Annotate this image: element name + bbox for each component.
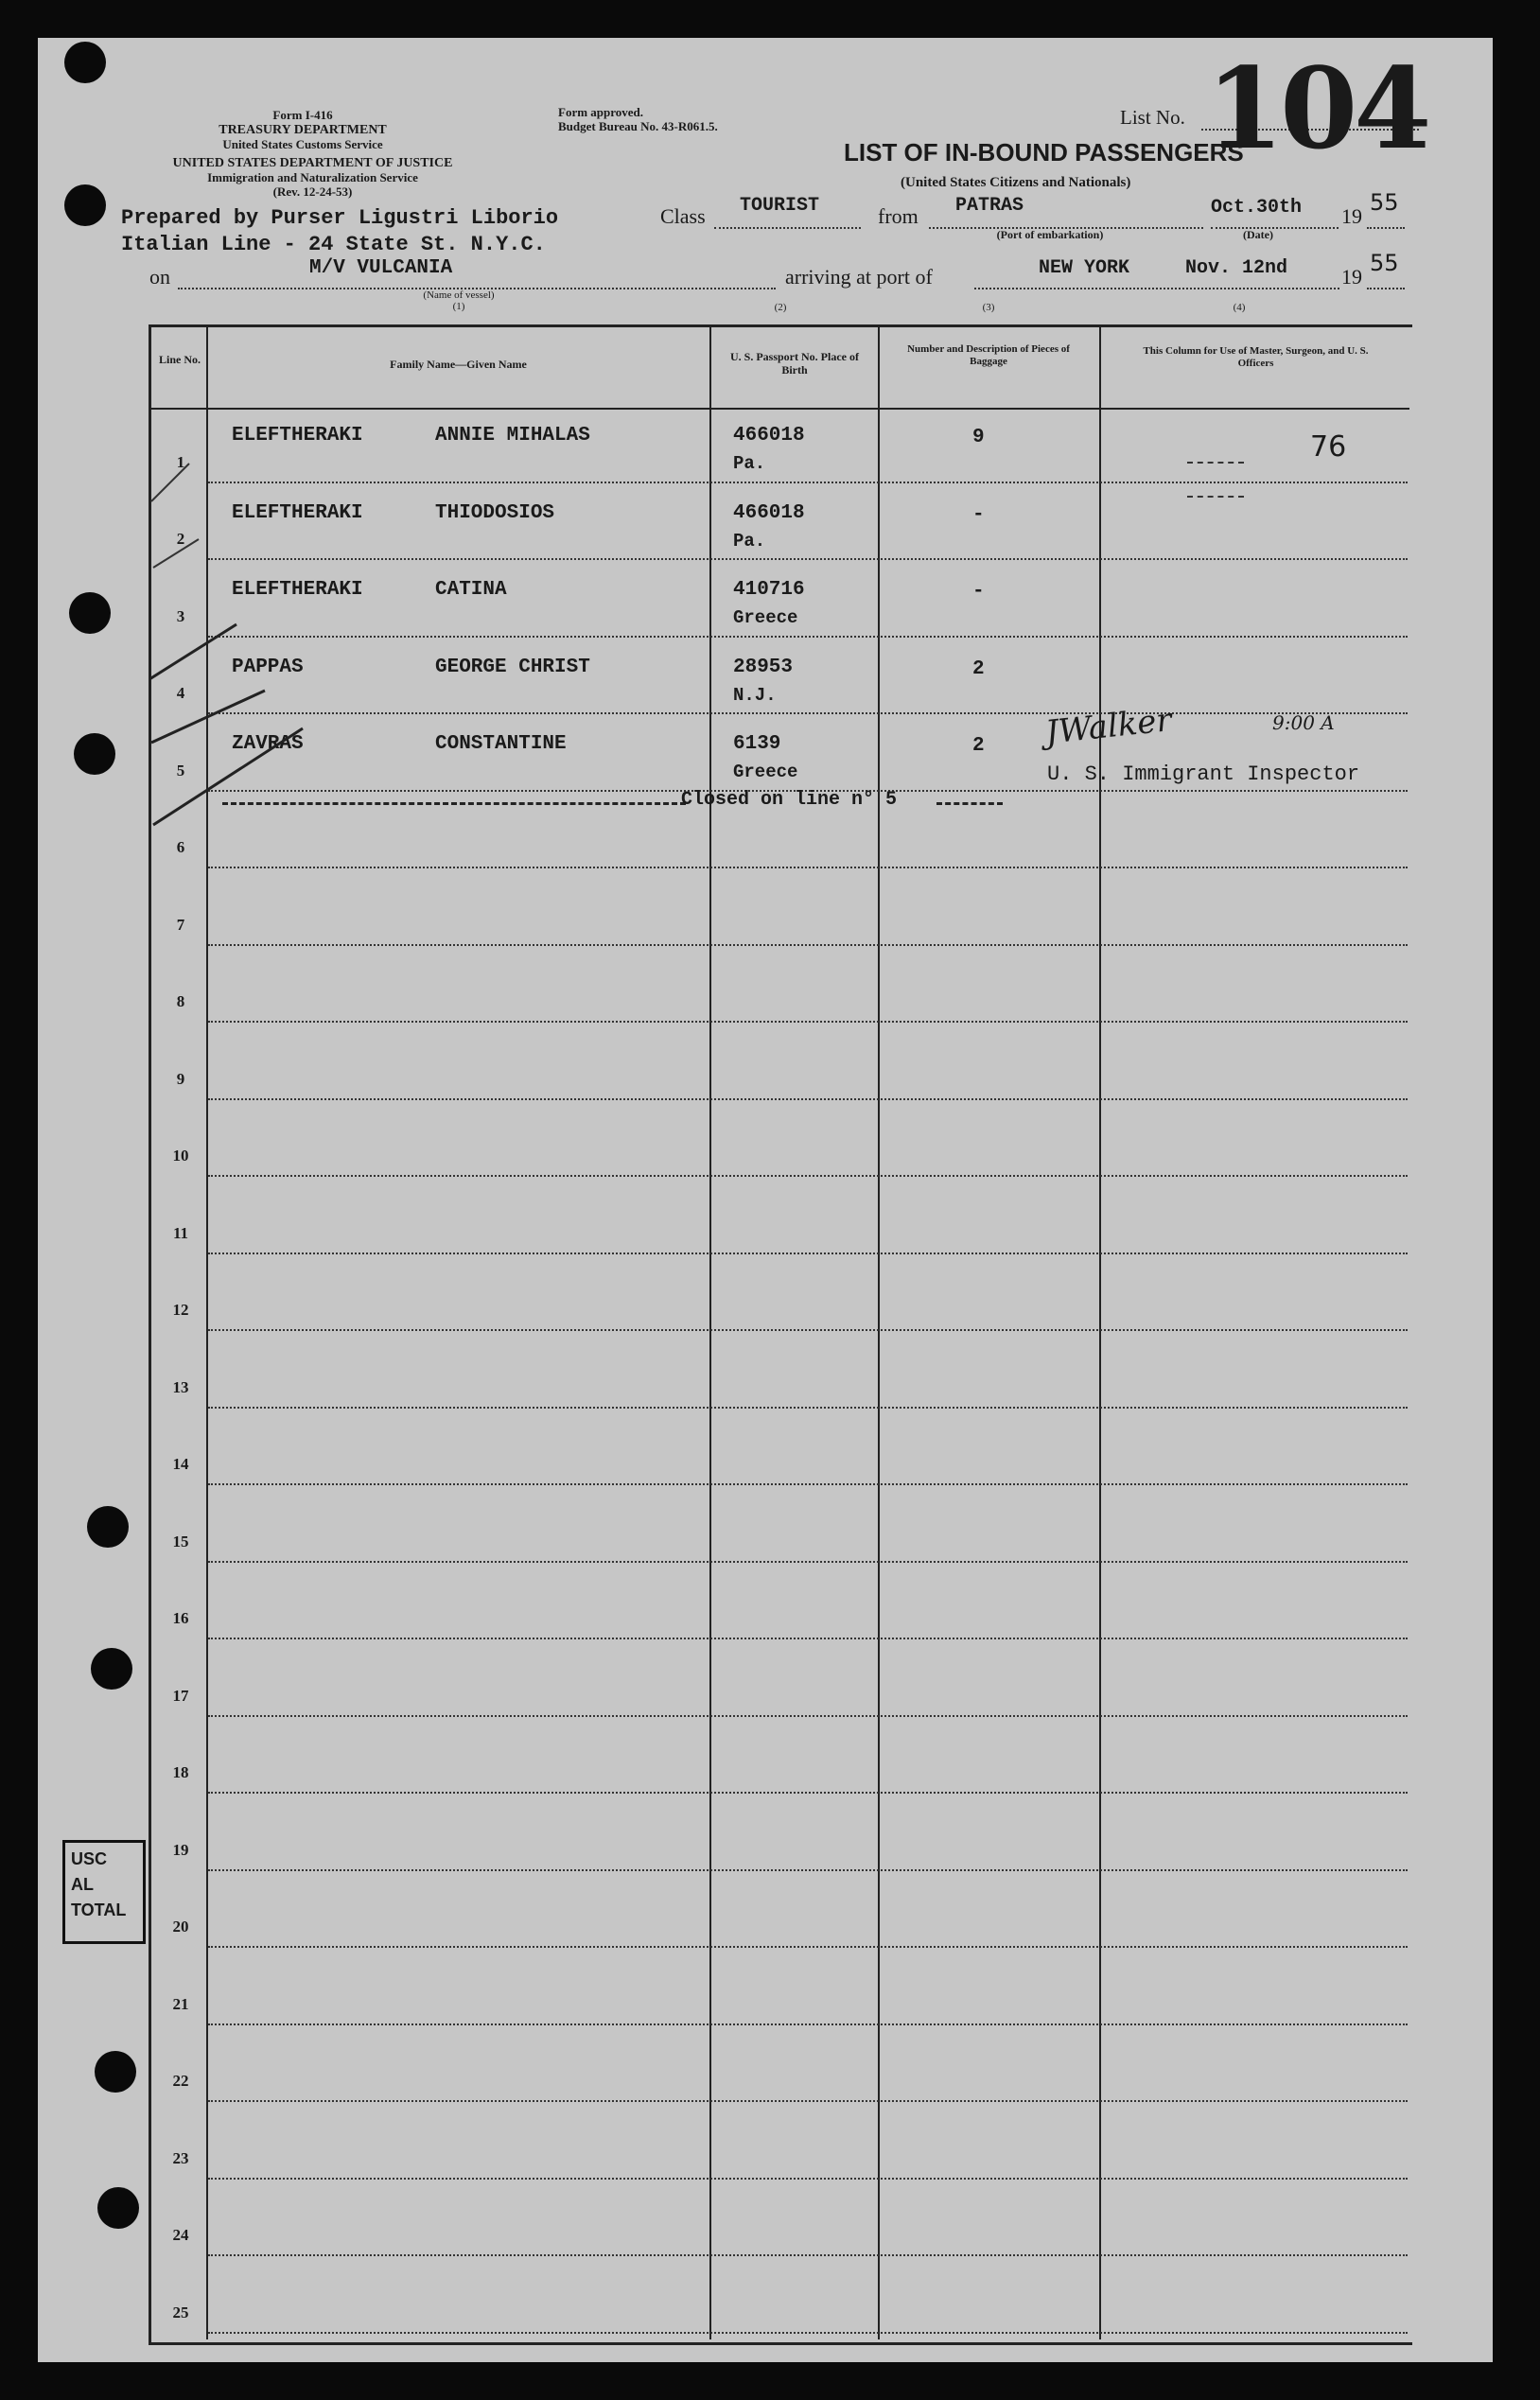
row-rule xyxy=(208,2254,1408,2256)
row-rule xyxy=(208,2100,1408,2102)
column-divider xyxy=(878,324,880,2339)
row-rule xyxy=(208,1407,1408,1409)
given-name: CONSTANTINE xyxy=(435,733,567,755)
row-rule xyxy=(208,944,1408,946)
officer-note: 76 xyxy=(1310,430,1347,464)
line-number: 20 xyxy=(172,1918,189,1936)
line-number: 4 xyxy=(176,684,185,702)
line-number: 1 xyxy=(176,452,185,471)
line-number: 10 xyxy=(172,1147,189,1165)
punch-hole xyxy=(91,1648,132,1690)
row-rule xyxy=(208,1946,1408,1948)
row-rule xyxy=(208,1792,1408,1794)
line-number: 23 xyxy=(172,2148,189,2167)
year-value: 55 xyxy=(1370,189,1399,216)
passport-number: 410716 xyxy=(733,579,805,601)
col-header-officers: This Column for Use of Master, Surgeon, and U. S. Officers xyxy=(1143,345,1369,370)
class-label: Class xyxy=(660,204,706,228)
line-number: 18 xyxy=(172,1763,189,1781)
passport-number: 466018 xyxy=(733,425,805,447)
passport-number: 6139 xyxy=(733,733,781,755)
col-number-3: (3) xyxy=(982,302,995,313)
class-line xyxy=(714,227,861,229)
row-rule xyxy=(208,1098,1408,1100)
row-rule xyxy=(208,2023,1408,2025)
baggage-count: - xyxy=(972,581,985,603)
date-caption: (Date) xyxy=(1243,228,1273,241)
line-number: 9 xyxy=(176,1069,185,1088)
given-name: GEORGE CHRIST xyxy=(435,656,590,678)
col-header-name: Family Name—Given Name xyxy=(390,358,527,371)
port-caption: (Port of embarkation) xyxy=(996,228,1104,241)
row-rule xyxy=(208,867,1408,868)
arrival-year: 55 xyxy=(1370,250,1399,276)
on-label: on xyxy=(149,265,170,289)
passport-number: 28953 xyxy=(733,656,794,678)
port-value: PATRAS xyxy=(955,195,1024,217)
vessel-caption: (Name of vessel) (1) xyxy=(423,289,495,313)
arrival-date: Nov. 12nd xyxy=(1185,257,1288,279)
class-value: TOURIST xyxy=(740,195,820,217)
col-header-passport: U. S. Passport No. Place of Birth xyxy=(730,350,859,377)
place-of-birth: Pa. xyxy=(733,453,766,474)
line-number: 17 xyxy=(172,1686,189,1705)
line-number: 25 xyxy=(172,2303,189,2321)
col-header-line: Line No. xyxy=(158,353,201,366)
line-number: 19 xyxy=(172,1840,189,1859)
arrival-year-line xyxy=(1367,288,1405,289)
punch-hole xyxy=(87,1506,129,1548)
line-number: 6 xyxy=(176,838,185,856)
row-rule xyxy=(208,1561,1408,1563)
row-rule xyxy=(208,1175,1408,1177)
punch-hole xyxy=(74,733,115,775)
column-divider xyxy=(709,324,711,2339)
justice-block: UNITED STATES DEPARTMENT OF JUSTICE Immigration and Naturalization Service (Rev. 12-24-53) xyxy=(172,156,453,200)
line-number: 7 xyxy=(176,915,185,934)
punch-hole xyxy=(97,2187,139,2229)
line-number: 11 xyxy=(172,1223,189,1242)
punch-hole xyxy=(69,592,111,634)
col-number-2: (2) xyxy=(774,302,787,313)
closing-dashes-right xyxy=(936,802,1003,805)
line-number: 5 xyxy=(176,761,185,780)
family-name: ZAVRAS xyxy=(232,733,304,755)
line-number: 24 xyxy=(172,2226,189,2244)
stamp-al: AL xyxy=(71,1875,94,1894)
line-number: 15 xyxy=(172,1532,189,1550)
line-number: 3 xyxy=(176,606,185,625)
baggage-count: - xyxy=(972,503,985,526)
row-rule xyxy=(208,2332,1408,2334)
line-number: 12 xyxy=(172,1301,189,1319)
list-no-label: List No. xyxy=(1120,106,1185,129)
arrival-line xyxy=(974,288,1339,289)
arrival-year-prefix: 19 xyxy=(1341,265,1362,289)
family-name: PAPPAS xyxy=(232,656,304,678)
col-header-baggage: Number and Description of Pieces of Baggage xyxy=(907,343,1070,368)
punch-hole xyxy=(64,42,106,83)
row-rule xyxy=(208,2178,1408,2180)
officer-scribble xyxy=(1187,462,1244,498)
check-marks xyxy=(132,435,397,832)
punch-hole xyxy=(64,184,106,226)
row-rule xyxy=(208,1869,1408,1871)
line-number: 22 xyxy=(172,2072,189,2090)
column-divider xyxy=(1099,324,1101,2339)
line-number: 14 xyxy=(172,1455,189,1473)
line-number: 16 xyxy=(172,1609,189,1627)
row-rule xyxy=(208,1638,1408,1639)
signature-note: 9:00 A xyxy=(1272,711,1335,734)
given-name: ANNIE MIHALAS xyxy=(435,425,590,447)
place-of-birth: Greece xyxy=(733,762,798,782)
year-prefix: 19 xyxy=(1341,204,1362,228)
baggage-count: 9 xyxy=(972,427,985,448)
line-number: 8 xyxy=(176,992,185,1010)
stamp-total: TOTAL xyxy=(71,1901,127,1919)
row-rule xyxy=(208,1329,1408,1331)
baggage-count: 2 xyxy=(972,657,985,680)
line-address: Italian Line - 24 State St. N.Y.C. xyxy=(121,233,546,256)
line-number: 21 xyxy=(172,1994,189,2013)
row-rule xyxy=(208,1715,1408,1717)
punch-hole xyxy=(95,2051,136,2093)
form-number-block: Form I-416 TREASURY DEPARTMENT United States Customs Service xyxy=(219,108,387,152)
place-of-birth: Greece xyxy=(733,607,798,628)
vessel-name: M/V VULCANIA xyxy=(309,257,453,279)
place-of-birth: Pa. xyxy=(733,530,766,552)
list-number: 104 xyxy=(1206,43,1428,174)
line-number: 13 xyxy=(172,1377,189,1396)
passport-number: 466018 xyxy=(733,501,805,524)
arrival-port: NEW YORK xyxy=(1039,257,1130,279)
given-name: THIODOSIOS xyxy=(435,501,555,524)
page-subtitle: (United States Citizens and Nationals) xyxy=(901,175,1131,190)
arriving-label: arriving at port of xyxy=(785,265,933,289)
baggage-count: 2 xyxy=(972,735,985,757)
place-of-birth: N.J. xyxy=(733,684,777,706)
manifest-sheet xyxy=(38,38,1493,2362)
stamp-usc: USC xyxy=(71,1849,108,1868)
family-name: ELEFTHERAKI xyxy=(232,425,363,447)
customs-stamp xyxy=(62,1840,146,1944)
family-name: ELEFTHERAKI xyxy=(232,501,363,524)
family-name: ELEFTHERAKI xyxy=(232,579,363,601)
page-title: LIST OF IN-BOUND PASSENGERS xyxy=(844,138,1244,166)
col-number-4: (4) xyxy=(1233,302,1246,313)
header-rule xyxy=(151,408,1409,410)
prepared-by: Prepared by Purser Ligustri Liborio xyxy=(121,206,559,230)
row-rule xyxy=(208,1253,1408,1254)
date-value: Oct.30th xyxy=(1211,197,1303,219)
approval-block: Form approved. Budget Bureau No. 43-R061.5. xyxy=(558,105,718,133)
year-line xyxy=(1367,227,1405,229)
from-label: from xyxy=(878,204,919,228)
row-rule xyxy=(208,1021,1408,1023)
line-number: 2 xyxy=(176,530,185,548)
closing-text: Closed on line n° 5 xyxy=(681,789,898,811)
inspector-title: U. S. Immigrant Inspector xyxy=(1047,762,1360,786)
inspector-signature: JWalker xyxy=(1043,701,1174,752)
row-rule xyxy=(208,1483,1408,1485)
given-name: CATINA xyxy=(435,579,507,601)
